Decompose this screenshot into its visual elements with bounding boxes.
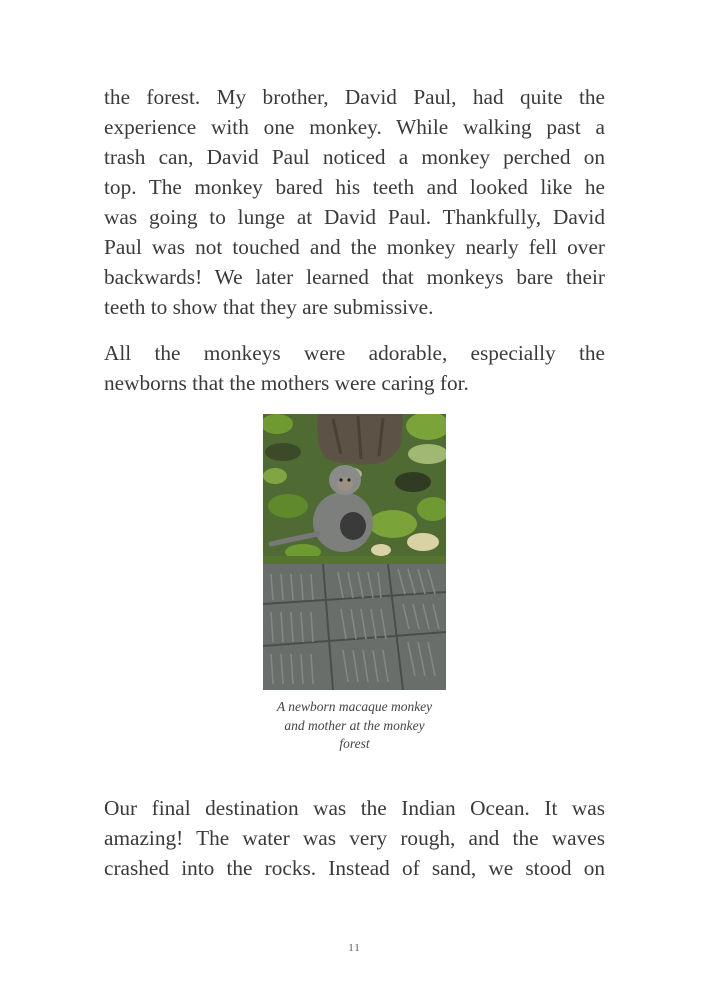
page-number: 11 [348, 942, 361, 954]
text-line: top. The monkey bared his teeth and looked like he [104, 175, 605, 199]
text-line: experience with one monkey. While walking past a [104, 115, 605, 139]
text-line: Our final destination was the Indian Ocean. It was [104, 796, 605, 820]
text-line: was going to lunge at David Paul. Thankfully, David [104, 205, 605, 229]
monkey-photo [263, 414, 446, 690]
text-line: Paul was not touched and the monkey nearly fell over [104, 235, 605, 259]
text-line: the forest. My brother, David Paul, had quite the [104, 85, 605, 109]
photo-caption [253, 698, 456, 754]
caption-line: forest [339, 736, 370, 751]
text-line: All the monkeys were adorable, especially the [104, 341, 605, 365]
paragraph-adorable-monkeys [104, 338, 605, 398]
text-line: backwards! We later learned that monkeys bare their [104, 265, 605, 289]
caption-line: and mother at the monkey [284, 717, 425, 733]
text-line: crashed into the rocks. Instead of sand, we stood on [104, 856, 605, 880]
text-line: newborns that the mothers were caring for. [104, 371, 469, 395]
text-line: teeth to show that they are submissive. [104, 295, 434, 319]
caption-line: A newborn macaque monkey [276, 699, 433, 714]
paragraph-monkey-encounter [104, 82, 605, 322]
text-line: trash can, David Paul noticed a monkey perched on [104, 145, 605, 169]
text-line: amazing! The water was very rough, and the waves [104, 826, 605, 850]
paragraph-indian-ocean [104, 793, 605, 883]
